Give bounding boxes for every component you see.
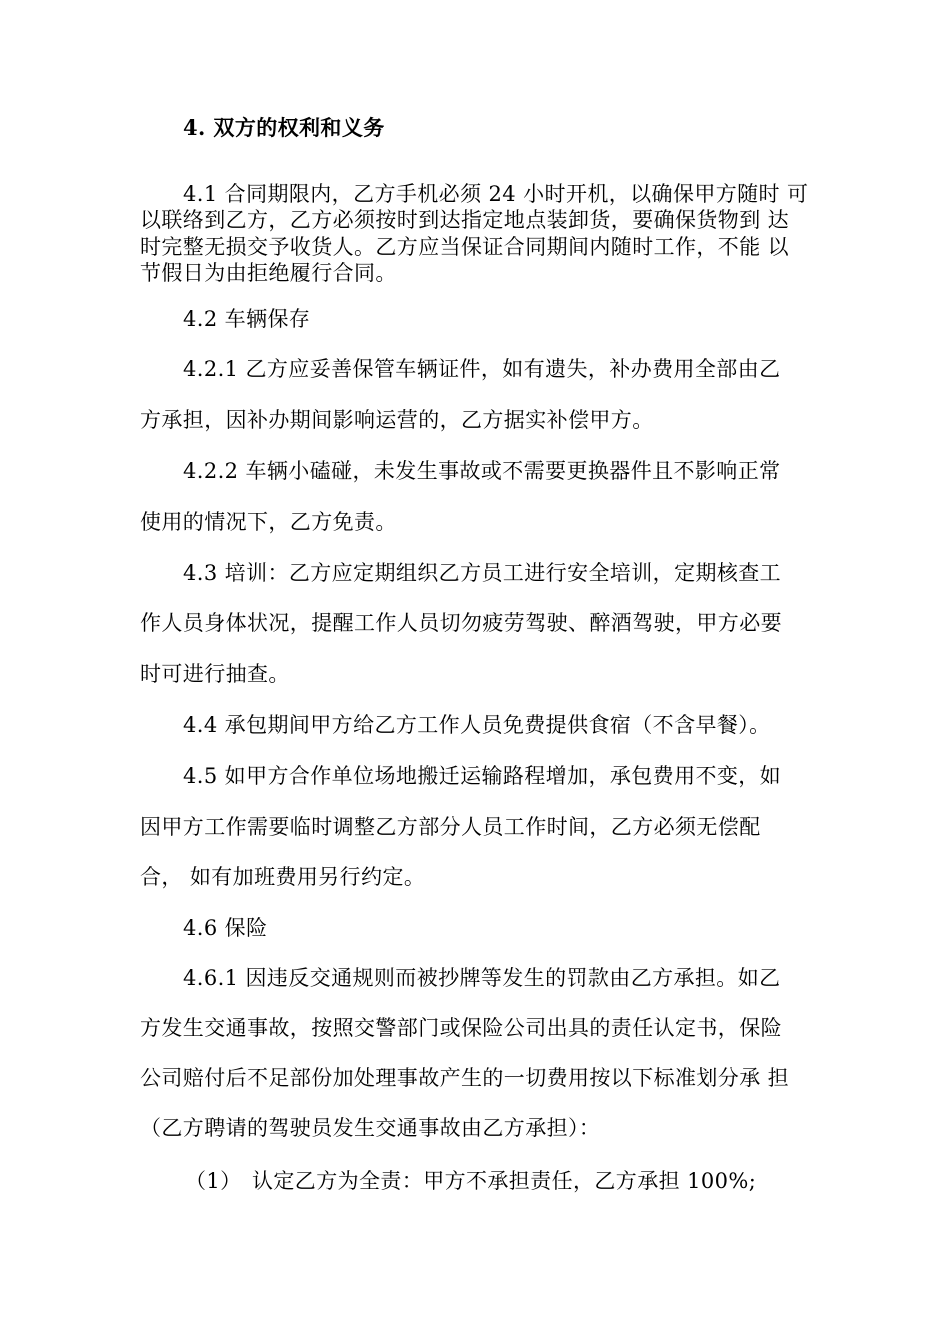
paragraph-4-2-2-line-1: 4.2.2 车辆小磕碰，未发生事故或不需要更换器件且不影响正常 — [183, 459, 781, 483]
paragraph-4-2-1-line-1: 4.2.1 乙方应妥善保管车辆证件，如有遗失，补办费用全部由乙 — [183, 357, 781, 381]
paragraph-4-5-line-1: 4.5 如甲方合作单位场地搬迁运输路程增加，承包费用不变，如 — [183, 764, 782, 788]
paragraph-4-1-line-3: 时完整无损交予收货人。乙方应当保证合同期间内随时工作，不能 以 — [140, 235, 790, 259]
section-heading: 4. 双方的权利和义务 — [183, 115, 385, 140]
paragraph-4-6-title: 4.6 保险 — [183, 916, 268, 940]
list-item-number: （1） — [185, 1169, 242, 1193]
paragraph-4-2-1-line-2: 方承担，因补办期间影响运营的，乙方据实补偿甲方。 — [140, 408, 654, 432]
paragraph-4-3-line-2: 作人员身体状况，提醒工作人员切勿疲劳驾驶、醉酒驾驶，甲方必要 — [140, 611, 782, 635]
paragraph-4-1-line-4: 节假日为由拒绝履行合同。 — [140, 261, 397, 285]
paragraph-4-3-line-1: 4.3 培训：乙方应定期组织乙方员工进行安全培训，定期核查工 — [183, 561, 782, 585]
paragraph-4-5-line-2: 因甲方工作需要临时调整乙方部分人员工作时间，乙方必须无偿配 — [140, 815, 761, 839]
paragraph-4-6-1-line-1: 4.6.1 因违反交通规则而被抄牌等发生的罚款由乙方承担。如乙 — [183, 966, 781, 990]
list-item-text: 认定乙方为全责：甲方不承担责任，乙方承担 100%; — [252, 1169, 757, 1193]
paragraph-4-6-1-line-4: （乙方聘请的驾驶员发生交通事故由乙方承担）： — [140, 1116, 601, 1140]
paragraph-4-1-line-2: 以联络到乙方，乙方必须按时到达指定地点装卸货，要确保货物到 达 — [140, 208, 790, 232]
paragraph-4-2-2-line-2: 使用的情况下，乙方免责。 — [140, 510, 397, 534]
paragraph-4-4: 4.4 承包期间甲方给乙方工作人员免费提供食宿（不含早餐）。 — [183, 713, 771, 737]
paragraph-4-6-1-line-2: 方发生交通事故，按照交警部门或保险公司出具的责任认定书，保险 — [140, 1016, 782, 1040]
paragraph-4-5-line-3: 合， 如有加班费用另行约定。 — [140, 865, 426, 889]
paragraph-4-6-1-line-3: 公司赔付后不足部份加处理事故产生的一切费用按以下标准划分承 担 — [140, 1066, 790, 1090]
paragraph-4-3-line-3: 时可进行抽查。 — [140, 662, 290, 686]
paragraph-4-1-line-1: 4.1 合同期限内，乙方手机必须 24 小时开机，以确保甲方随时 可 — [183, 182, 809, 206]
paragraph-4-2-title: 4.2 车辆保存 — [183, 307, 311, 331]
